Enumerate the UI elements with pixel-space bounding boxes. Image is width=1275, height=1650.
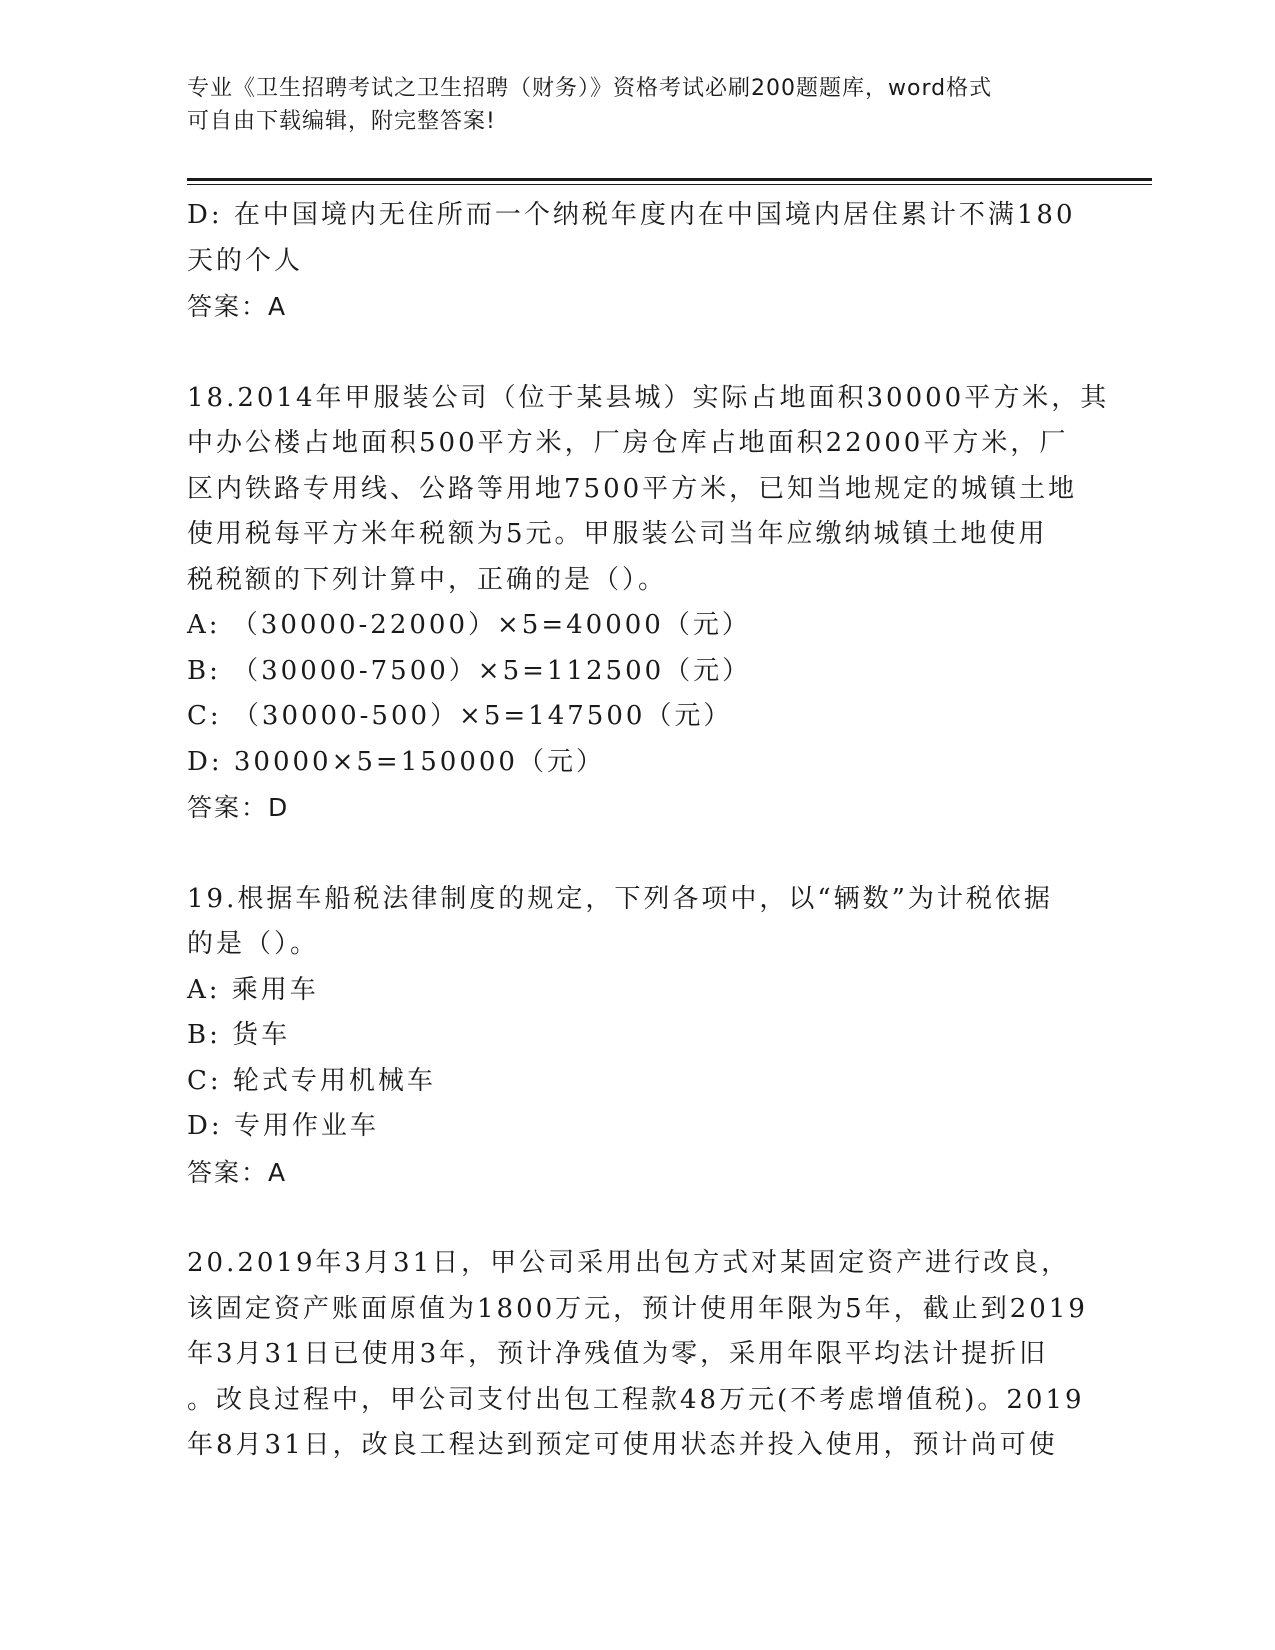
option-a: A: （30000-22000）×5=40000（元） [187,610,751,640]
header-divider-thin [187,184,1152,185]
header-title-line-2: 可自由下载编辑，附完整答案! [187,109,496,134]
question-stem-line: 的是（）。 [187,929,320,959]
spacer [187,831,1087,877]
question-stem-line: 18.2014年甲服装公司（位于某县城）实际占地面积30000平方米，其 [187,382,1110,413]
question-stem-line: 中办公楼占地面积500平方米，厂房仓库占地面积22000平方米，厂 [187,428,1069,458]
answer-label: 答案：D [187,793,290,822]
answer-label: 答案：A [187,292,288,321]
option-b: B: （30000-7500）×5=112500（元） [187,655,752,686]
question-stem-line: 使用税每平方米年税额为5元。甲服装公司当年应缴纳城镇土地使用 [187,519,1048,549]
question-stem-line: 区内铁路专用线、公路等用地7500平方米，已知当地规定的城镇土地 [187,473,1078,504]
header-divider-thick [187,178,1152,181]
option-d: D: 30000×5=150000（元） [187,746,605,777]
question-19 [187,877,1087,1196]
spacer [187,1195,1087,1241]
question-stem-line: 该固定资产账面原值为1800万元，预计使用年限为5年，截止到2019 [187,1293,1088,1324]
header-title-line-1: 专业《卫生招聘考试之卫生招聘（财务）》资格考试必刷200题题库，word格式 [187,76,993,101]
option-d: D: 专用作业车 [187,1111,379,1141]
question-stem-line: 年3月31日已使用3年，预计净残值为零，采用年限平均法计提折旧 [187,1339,1049,1369]
question-stem-line: 。改良过程中，甲公司支付出包工程款48万元(不考虑增值税)。2019 [187,1384,1085,1415]
option-d-line-2: 天的个人 [187,245,304,276]
option-b: B: 货车 [187,1020,291,1050]
option-c: C: （30000-500）×5=147500（元） [187,701,733,731]
question-20 [187,1241,1087,1469]
question-17-tail [187,193,1087,330]
question-stem-line: 20.2019年3月31日，甲公司采用出包方式对某固定资产进行改良， [187,1248,1071,1278]
answer-label: 答案：A [187,1157,288,1187]
question-18 [187,376,1110,831]
option-c: C: 轮式专用机械车 [187,1065,436,1096]
question-stem-line: 年8月31日，改良工程达到预定可使用状态并投入使用，预计尚可使 [187,1430,1058,1460]
spacer [187,330,1087,376]
option-d-line-1: D: 在中国境内无住所而一个纳税年度内在中国境内居住累计不满180 [187,200,1076,230]
page-header [187,72,1087,138]
question-stem-line: 税税额的下列计算中，正确的是（）。 [187,564,668,595]
question-stem-line: 19.根据车船税法律制度的规定，下列各项中，以“辆数”为计税依据 [187,883,1053,914]
option-a: A: 乘用车 [187,974,319,1005]
question-content [187,193,1110,1469]
